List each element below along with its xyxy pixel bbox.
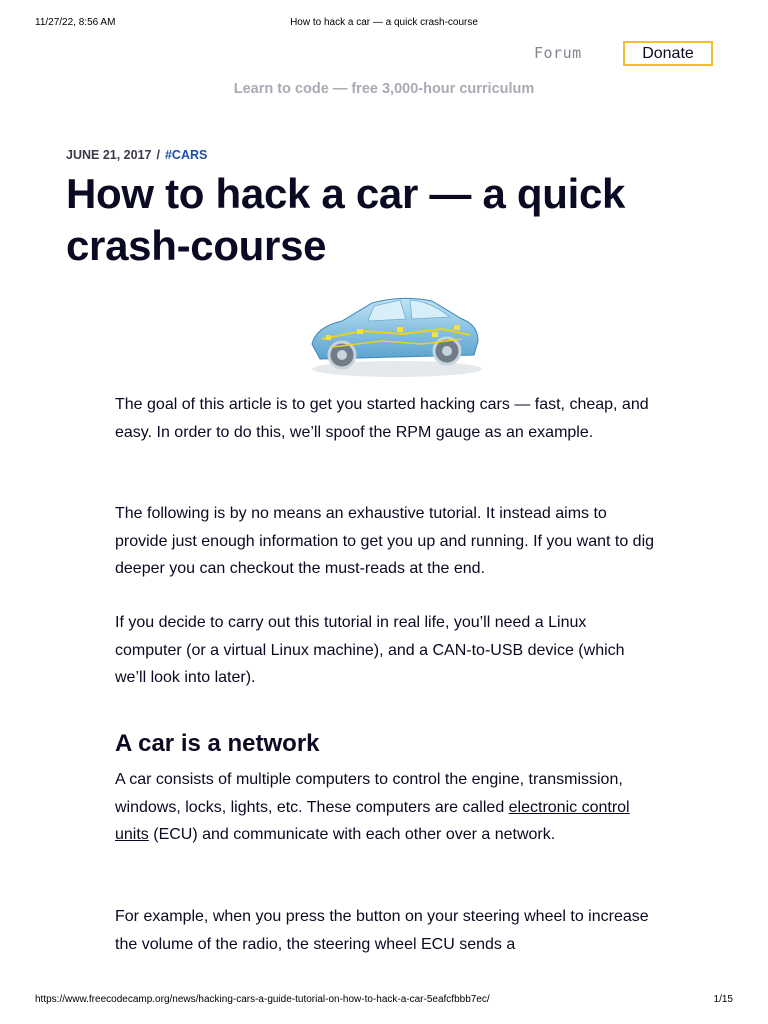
article-paragraph: The goal of this article is to get you started hacking cars — fast, cheap, and easy. In order to do this, we’ll spoof the RPM gauge as an example. [115,396,649,441]
tag-link[interactable]: #CARS [164,148,208,162]
article-paragraph: For example, when you press the button on your steering wheel to increase the volume of the radio, the steering wheel ECU sends a [115,908,649,953]
forum-link[interactable]: Forum [534,44,582,62]
donate-button[interactable]: Donate [623,41,713,66]
article-title: How to hack a car — a quick crash-course [66,170,626,269]
curriculum-banner[interactable]: Learn to code — free 3,000-hour curriculum [233,81,535,97]
article-meta [66,148,207,162]
print-doc-title: How to hack a car — a quick crash-course [290,17,478,28]
print-footer [0,994,768,1008]
article-paragraph: If you decide to carry out this tutorial in real life, you’ll need a Linux computer (or a virtual Linux machine), and a CAN-to-USB device (which we’ll look into later). [115,614,625,686]
car-xray-illustration [302,289,484,379]
print-datetime: 11/27/22, 8:56 AM [35,17,116,28]
publish-date: JUNE 21, 2017 [66,148,152,162]
print-url: https://www.freecodecamp.org/news/hacking-cars-a-guide-tutorial-on-how-to-hack-a-car-5eafcfbbb7ec/ [35,994,490,1005]
article-paragraph: The following is by no means an exhaustive tutorial. It instead aims to provide just enough information to get you up and running. If you want to dig deeper you can checkout the must-reads at the end. [115,505,655,577]
page-number: 1/15 [713,994,733,1005]
print-header [0,17,768,31]
ecu-link[interactable]: electronic control units [115,798,630,843]
section-heading: A car is a network [115,730,320,757]
article-paragraph: A car consists of multiple computers to control the engine, transmission, windows, locks, lights, etc. These computers are called electronic control units (ECU) and communicate with each other over a network. [115,771,630,843]
meta-separator: / [156,148,160,162]
